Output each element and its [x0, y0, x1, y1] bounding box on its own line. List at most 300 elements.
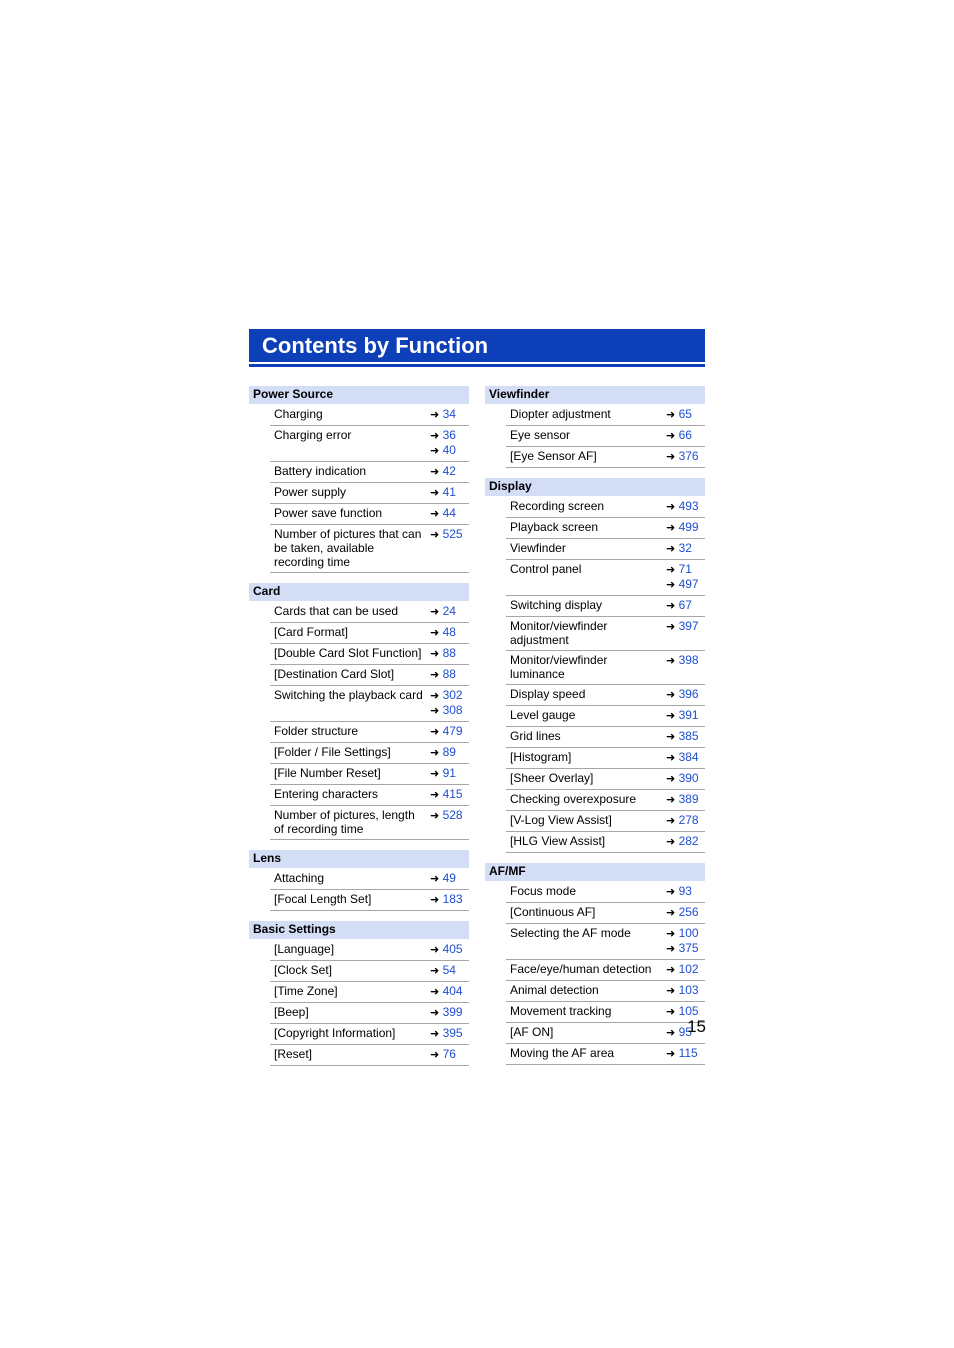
page-link[interactable] [666, 541, 705, 556]
page-link-number[interactable]: 89 [442, 745, 456, 759]
page-references [662, 962, 705, 977]
page-link[interactable] [666, 598, 705, 613]
page-references [662, 598, 705, 613]
right-column [485, 386, 705, 1075]
arrow-right-icon: ➜ [666, 688, 676, 701]
index-row [506, 518, 705, 539]
page-link-number[interactable]: 391 [678, 708, 699, 722]
page-link[interactable] [666, 708, 705, 723]
arrow-right-icon: ➜ [430, 964, 440, 977]
page-link[interactable] [430, 407, 469, 422]
index-label: Control panel [510, 562, 582, 576]
index-row [270, 961, 469, 982]
page-link-number[interactable]: 497 [678, 577, 699, 591]
index-row [506, 685, 705, 706]
arrow-right-icon: ➜ [430, 605, 440, 618]
page-link-number[interactable]: 66 [678, 428, 692, 442]
arrow-right-icon: ➜ [430, 725, 440, 738]
page-references [426, 428, 469, 458]
arrow-right-icon: ➜ [430, 704, 440, 717]
page-link-number[interactable]: 103 [678, 983, 699, 997]
index-row [506, 497, 705, 518]
index-label: Grid lines [510, 729, 561, 743]
page-link-number[interactable]: 65 [678, 407, 692, 421]
index-label: Entering characters [274, 787, 379, 801]
index-label: Monitor/viewfinder luminance [510, 653, 608, 681]
page-link-number[interactable]: 54 [442, 963, 456, 977]
arrow-right-icon: ➜ [430, 408, 440, 421]
section-heading: Basic Settings [249, 921, 469, 939]
index-label: Face/eye/human detection [510, 962, 652, 976]
index-label: [Focal Length Set] [274, 892, 372, 906]
index-row [270, 426, 469, 462]
page-references [662, 541, 705, 556]
index-row [270, 462, 469, 483]
index-label: Diopter adjustment [510, 407, 611, 421]
page-link[interactable] [430, 963, 469, 978]
page-link[interactable] [666, 834, 705, 849]
arrow-right-icon: ➜ [430, 528, 440, 541]
page-link-number[interactable]: 115 [678, 1046, 698, 1060]
page-link-number[interactable]: 395 [442, 1026, 463, 1040]
page-link[interactable] [430, 625, 469, 640]
index-label: Checking overexposure [510, 792, 637, 806]
page-link[interactable] [430, 688, 469, 703]
index-label: Focus mode [510, 884, 577, 898]
index-label: Playback screen [510, 520, 599, 534]
page-link-number[interactable]: 415 [442, 787, 463, 801]
index-label: Display speed [510, 687, 586, 701]
index-row [270, 644, 469, 665]
index-row [506, 727, 705, 748]
index-label: [Card Format] [274, 625, 349, 639]
page-link[interactable] [666, 962, 705, 977]
page-link-number[interactable]: 76 [442, 1047, 456, 1061]
page-link-number[interactable]: 93 [678, 884, 692, 898]
page-references [426, 724, 469, 739]
page-link-number[interactable]: 528 [442, 808, 463, 822]
page-link[interactable] [666, 577, 705, 592]
index-label: [Language] [274, 942, 335, 956]
page-references [426, 667, 469, 682]
section-heading: Card [249, 583, 469, 601]
arrow-right-icon: ➜ [666, 1005, 676, 1018]
page-references [426, 942, 469, 957]
page-link-number[interactable]: 396 [678, 687, 699, 701]
arrow-right-icon: ➜ [666, 906, 676, 919]
page-link-number[interactable]: 32 [678, 541, 692, 555]
page-link[interactable] [666, 983, 705, 998]
page-references [426, 871, 469, 886]
arrow-right-icon: ➜ [666, 542, 676, 555]
index-row [506, 981, 705, 1002]
page-references [426, 787, 469, 802]
index-row [270, 623, 469, 644]
page-references [426, 892, 469, 907]
index-row [506, 651, 705, 685]
page-link-number[interactable]: 88 [442, 646, 456, 660]
page-link-number[interactable]: 42 [442, 464, 456, 478]
section-power-source [249, 386, 469, 573]
arrow-right-icon: ➜ [430, 985, 440, 998]
index-label: Eye sensor [510, 428, 571, 442]
page-references [662, 653, 705, 681]
index-row [506, 748, 705, 769]
index-label: Battery indication [274, 464, 367, 478]
index-label: [Time Zone] [274, 984, 338, 998]
section-viewfinder [485, 386, 705, 468]
section-basic-settings [249, 921, 469, 1066]
page-references [662, 750, 705, 765]
page-link[interactable] [666, 407, 705, 422]
index-label: Number of pictures, length of recording time [274, 808, 415, 836]
page-references [426, 808, 469, 836]
arrow-right-icon: ➜ [430, 1027, 440, 1040]
page-link[interactable] [666, 449, 705, 464]
page-link-number[interactable]: 404 [442, 984, 463, 998]
page-link[interactable] [430, 787, 469, 802]
page-references [426, 407, 469, 422]
page-link-number[interactable]: 48 [442, 625, 456, 639]
page-link-number[interactable]: 44 [442, 506, 456, 520]
page-references [662, 834, 705, 849]
index-row [270, 1003, 469, 1024]
page-link-number[interactable]: 376 [678, 449, 699, 463]
index-label: Cards that can be used [274, 604, 399, 618]
arrow-right-icon: ➜ [666, 885, 676, 898]
page-references [662, 428, 705, 443]
index-label: [Eye Sensor AF] [510, 449, 597, 463]
index-row [270, 890, 469, 911]
page-link-number[interactable]: 88 [442, 667, 456, 681]
arrow-right-icon: ➜ [430, 668, 440, 681]
arrow-right-icon: ➜ [666, 751, 676, 764]
page-link-number[interactable]: 100 [678, 926, 699, 940]
page-link-number[interactable]: 256 [678, 905, 699, 919]
page-link-number[interactable]: 525 [442, 527, 463, 541]
page-references [662, 884, 705, 899]
page-link-number[interactable]: 385 [678, 729, 699, 743]
section-heading: Viewfinder [485, 386, 705, 404]
page-link-number[interactable]: 308 [442, 703, 463, 717]
page-link[interactable] [666, 905, 705, 920]
arrow-right-icon: ➜ [666, 578, 676, 591]
section-display [485, 478, 705, 853]
page-references [426, 527, 469, 569]
arrow-right-icon: ➜ [666, 500, 676, 513]
arrow-right-icon: ➜ [666, 620, 676, 633]
page-references [426, 766, 469, 781]
page-link[interactable] [666, 771, 705, 786]
page-link-number[interactable]: 278 [678, 813, 699, 827]
page-link-number[interactable]: 399 [442, 1005, 463, 1019]
arrow-right-icon: ➜ [666, 429, 676, 442]
page-link[interactable] [430, 485, 469, 500]
page-link[interactable] [430, 1047, 469, 1062]
arrow-right-icon: ➜ [666, 793, 676, 806]
section-heading: Display [485, 478, 705, 496]
page-link[interactable] [430, 506, 469, 521]
page-link[interactable] [430, 703, 469, 718]
page-link[interactable] [666, 926, 705, 941]
page-references [662, 813, 705, 828]
index-row [270, 686, 469, 722]
page-link-number[interactable]: 375 [678, 941, 699, 955]
index-label: [File Number Reset] [274, 766, 381, 780]
index-row [506, 596, 705, 617]
arrow-right-icon: ➜ [430, 429, 440, 442]
page-link[interactable] [666, 520, 705, 535]
page-link-number[interactable]: 183 [442, 892, 463, 906]
page-link-number[interactable]: 390 [678, 771, 699, 785]
index-row [506, 1023, 705, 1044]
index-label: Moving the AF area [510, 1046, 615, 1060]
index-label: Switching display [510, 598, 603, 612]
index-label: [V-Log View Assist] [510, 813, 612, 827]
index-label: Power supply [274, 485, 347, 499]
index-row [270, 1024, 469, 1045]
page-link[interactable] [666, 1046, 705, 1061]
arrow-right-icon: ➜ [430, 767, 440, 780]
index-row [270, 982, 469, 1003]
index-label: Recording screen [510, 499, 605, 513]
page-references [662, 792, 705, 807]
page-link[interactable] [430, 766, 469, 781]
index-row [506, 539, 705, 560]
index-label: [Continuous AF] [510, 905, 596, 919]
page-link-number[interactable]: 302 [442, 688, 463, 702]
index-label: Monitor/viewfinder adjustment [510, 619, 608, 647]
index-row [506, 882, 705, 903]
page-link[interactable] [430, 667, 469, 682]
page-link-number[interactable]: 384 [678, 750, 699, 764]
index-row [270, 525, 469, 573]
page-link-number[interactable]: 397 [678, 619, 699, 633]
page-link[interactable] [430, 646, 469, 661]
index-row [506, 1002, 705, 1023]
index-row [270, 806, 469, 840]
index-row [270, 940, 469, 961]
page-link[interactable] [666, 792, 705, 807]
page-references [662, 562, 705, 592]
arrow-right-icon: ➜ [430, 872, 440, 885]
arrow-right-icon: ➜ [666, 654, 676, 667]
page-link[interactable] [430, 892, 469, 907]
index-row [506, 617, 705, 651]
title-underline [249, 364, 705, 367]
arrow-right-icon: ➜ [430, 647, 440, 660]
page-references [426, 1047, 469, 1062]
index-label: [HLG View Assist] [510, 834, 606, 848]
index-row [506, 790, 705, 811]
page-references [662, 449, 705, 464]
page-link-number[interactable]: 398 [678, 653, 699, 667]
arrow-right-icon: ➜ [666, 835, 676, 848]
page-link-number[interactable]: 479 [442, 724, 463, 738]
page-link[interactable] [666, 750, 705, 765]
arrow-right-icon: ➜ [430, 626, 440, 639]
arrow-right-icon: ➜ [666, 1047, 676, 1060]
section-heading: Lens [249, 850, 469, 868]
page-number: 15 [687, 1017, 706, 1036]
index-label: Power save function [274, 506, 383, 520]
page-link-number[interactable]: 24 [442, 604, 456, 618]
page-link-number[interactable]: 41 [442, 485, 456, 499]
page-link-number[interactable]: 71 [678, 562, 692, 576]
arrow-right-icon: ➜ [430, 788, 440, 801]
page-references [662, 905, 705, 920]
section-heading: AF/MF [485, 863, 705, 881]
page-link-number[interactable]: 282 [678, 834, 699, 848]
index-row [270, 869, 469, 890]
page-link-number[interactable]: 105 [678, 1004, 699, 1018]
index-label: [Clock Set] [274, 963, 333, 977]
arrow-right-icon: ➜ [666, 1026, 676, 1039]
index-row [506, 924, 705, 960]
page-references [426, 963, 469, 978]
page-link-number[interactable]: 95 [678, 1025, 692, 1039]
page-link[interactable] [666, 884, 705, 899]
page-link[interactable] [430, 745, 469, 760]
index-label: [Copyright Information] [274, 1026, 396, 1040]
arrow-right-icon: ➜ [430, 1048, 440, 1061]
page-link[interactable] [430, 604, 469, 619]
index-label: [Folder / File Settings] [274, 745, 391, 759]
arrow-right-icon: ➜ [430, 465, 440, 478]
page-link[interactable] [666, 653, 705, 668]
index-row [506, 832, 705, 853]
page-link[interactable] [666, 619, 705, 634]
arrow-right-icon: ➜ [666, 984, 676, 997]
page-link[interactable] [430, 443, 469, 458]
page-link-number[interactable]: 49 [442, 871, 456, 885]
page-link[interactable] [666, 813, 705, 828]
index-row [506, 405, 705, 426]
index-label: Viewfinder [510, 541, 566, 555]
index-row [270, 483, 469, 504]
page-link[interactable] [666, 562, 705, 577]
page-link[interactable] [430, 984, 469, 999]
index-row [270, 405, 469, 426]
page-link[interactable] [430, 1026, 469, 1041]
page-references [662, 983, 705, 998]
index-row [506, 903, 705, 924]
page-link-number[interactable]: 67 [678, 598, 692, 612]
index-label: Selecting the AF mode [510, 926, 631, 940]
index-row [270, 764, 469, 785]
arrow-right-icon: ➜ [430, 746, 440, 759]
index-label: Animal detection [510, 983, 599, 997]
page-link[interactable] [430, 942, 469, 957]
index-row [270, 602, 469, 623]
page-references [426, 984, 469, 999]
index-row [270, 504, 469, 525]
page-link[interactable] [430, 871, 469, 886]
page-link[interactable] [666, 499, 705, 514]
section-lens [249, 850, 469, 911]
page-link[interactable] [430, 724, 469, 739]
page-link[interactable] [666, 687, 705, 702]
page-references [662, 499, 705, 514]
index-label: [Histogram] [510, 750, 572, 764]
index-row [270, 743, 469, 764]
arrow-right-icon: ➜ [430, 486, 440, 499]
index-label: Switching the playback card [274, 688, 423, 702]
page-references [662, 687, 705, 702]
arrow-right-icon: ➜ [666, 772, 676, 785]
page-references [426, 646, 469, 661]
page-references [662, 729, 705, 744]
page-link-number[interactable]: 40 [442, 443, 456, 457]
page-link[interactable] [430, 464, 469, 479]
page-references [662, 407, 705, 422]
index-label: Movement tracking [510, 1004, 612, 1018]
index-row [506, 1044, 705, 1065]
page-references [426, 464, 469, 479]
page-link[interactable] [430, 428, 469, 443]
page-link-number[interactable]: 493 [678, 499, 699, 513]
index-label: Number of pictures that can be taken, available recording time [274, 527, 422, 569]
page-link-number[interactable]: 36 [442, 428, 456, 442]
page-link[interactable] [666, 941, 705, 956]
arrow-right-icon: ➜ [666, 730, 676, 743]
section-heading: Power Source [249, 386, 469, 404]
page-references [426, 506, 469, 521]
arrow-right-icon: ➜ [430, 507, 440, 520]
title-banner [249, 329, 705, 362]
page-references [426, 485, 469, 500]
index-row [506, 769, 705, 790]
index-label: Folder structure [274, 724, 359, 738]
index-label: Charging error [274, 428, 352, 442]
page-references [662, 1046, 705, 1061]
section-af-mf [485, 863, 705, 1065]
page-link-number[interactable]: 102 [678, 962, 699, 976]
page-link[interactable] [430, 1005, 469, 1020]
page-references [426, 1026, 469, 1041]
index-label: [AF ON] [510, 1025, 554, 1039]
index-label: [Destination Card Slot] [274, 667, 395, 681]
index-label: [Double Card Slot Function] [274, 646, 422, 660]
page-references [662, 926, 705, 956]
page-link[interactable] [430, 808, 469, 823]
page-link-number[interactable]: 499 [678, 520, 699, 534]
page-references [662, 708, 705, 723]
page-link[interactable] [430, 527, 469, 542]
page-link-number[interactable]: 389 [678, 792, 699, 806]
arrow-right-icon: ➜ [666, 563, 676, 576]
arrow-right-icon: ➜ [430, 893, 440, 906]
arrow-right-icon: ➜ [430, 1006, 440, 1019]
left-column [249, 386, 469, 1076]
index-label: [Sheer Overlay] [510, 771, 594, 785]
arrow-right-icon: ➜ [666, 942, 676, 955]
index-row [506, 706, 705, 727]
index-label: Level gauge [510, 708, 576, 722]
index-row [506, 426, 705, 447]
page-link-number[interactable]: 405 [442, 942, 463, 956]
arrow-right-icon: ➜ [666, 963, 676, 976]
arrow-right-icon: ➜ [666, 814, 676, 827]
page-link-number[interactable]: 34 [442, 407, 456, 421]
index-row [270, 785, 469, 806]
page-references [426, 625, 469, 640]
page-references [662, 520, 705, 535]
page-link-number[interactable]: 91 [442, 766, 456, 780]
page-link[interactable] [666, 729, 705, 744]
page-title: Contents by Function [262, 333, 489, 358]
page-link[interactable] [666, 428, 705, 443]
